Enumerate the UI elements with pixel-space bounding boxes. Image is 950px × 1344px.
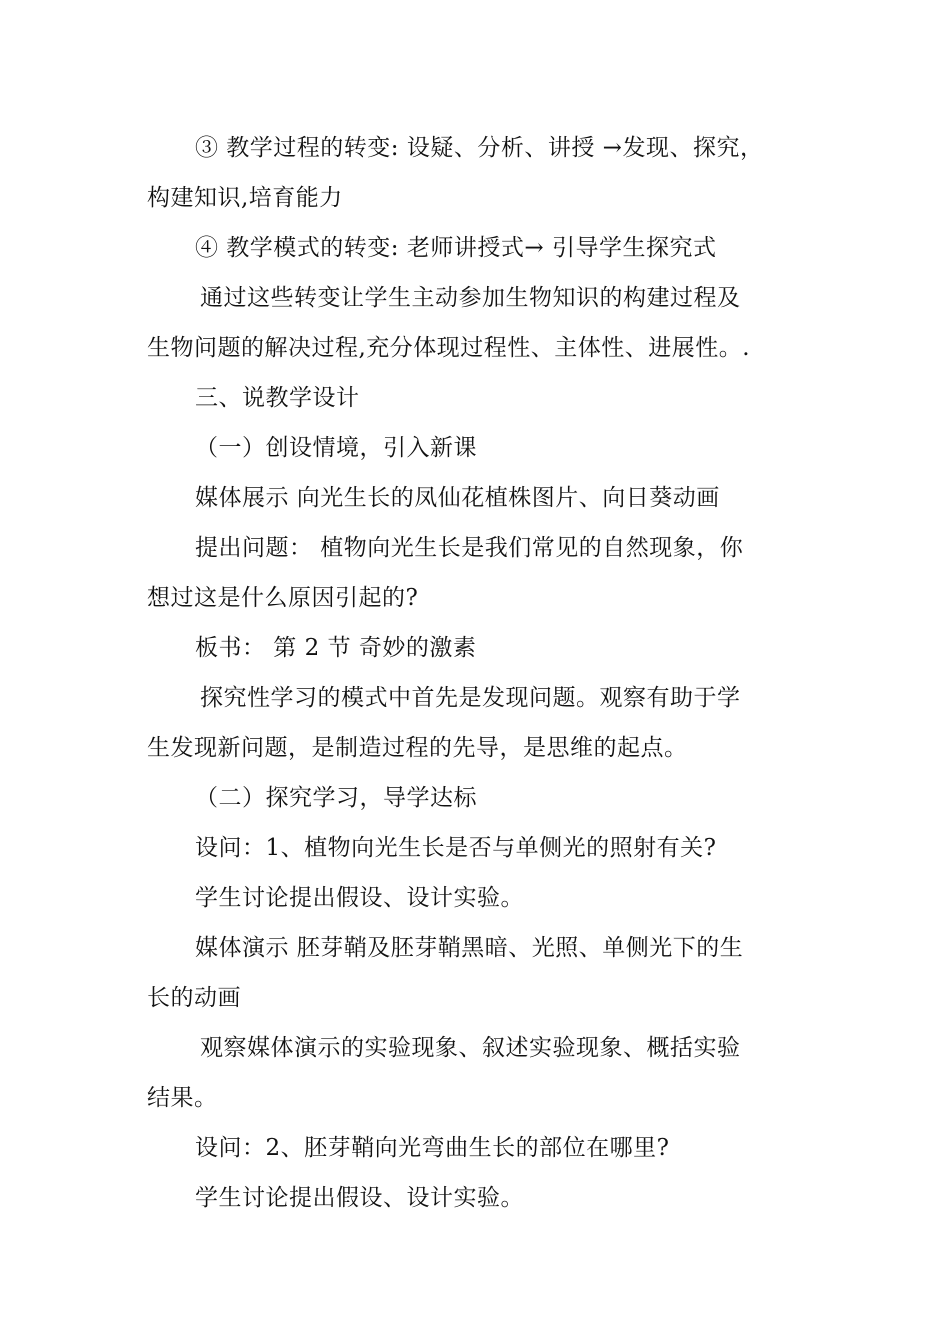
- text-line-16: 学生讨论提出假设、设计实验。: [195, 885, 524, 911]
- text-line-19: 观察媒体演示的实验现象、叙述实验现象、概括实验: [200, 1035, 741, 1061]
- text-line-1: ③ 教学过程的转变: 设疑、分析、讲授 →发现、探究，: [195, 135, 764, 161]
- subsection-heading-1: （一）创设情境，引入新课: [195, 435, 477, 461]
- text-line-11: 板书： 第 2 节 奇妙的激素: [195, 635, 477, 661]
- text-line-13: 生发现新问题，是制造过程的先导，是思维的起点。: [147, 735, 688, 761]
- text-line-15: 设问：1、植物向光生长是否与单侧光的照射有关?: [195, 835, 717, 861]
- text-line-17: 媒体演示 胚芽鞘及胚芽鞘黑暗、光照、单侧光下的生: [195, 935, 744, 961]
- subsection-heading-2: （二）探究学习，导学达标: [195, 785, 477, 811]
- text-line-8: 媒体展示 向光生长的凤仙花植株图片、向日葵动画: [195, 485, 720, 511]
- text-line-22: 学生讨论提出假设、设计实验。: [195, 1185, 524, 1211]
- section-heading-3: 三、说教学设计: [195, 385, 360, 411]
- text-line-5: 生物问题的解决过程,充分体现过程性、主体性、进展性。.: [147, 335, 751, 361]
- text-line-4: 通过这些转变让学生主动参加生物知识的构建过程及: [200, 285, 741, 311]
- text-line-10: 想过这是什么原因引起的?: [147, 585, 419, 611]
- text-line-20: 结果。: [147, 1085, 218, 1111]
- text-line-9: 提出问题： 植物向光生长是我们常见的自然现象，你: [195, 535, 744, 561]
- text-line-3: ④ 教学模式的转变: 老师讲授式→ 引导学生探究式: [195, 235, 717, 261]
- text-line-2: 构建知识,培育能力: [147, 185, 343, 211]
- text-line-21: 设问：2、胚芽鞘向光弯曲生长的部位在哪里?: [195, 1135, 670, 1161]
- text-line-12: 探究性学习的模式中首先是发现问题。观察有助于学: [200, 685, 741, 711]
- text-line-18: 长的动画: [147, 985, 241, 1011]
